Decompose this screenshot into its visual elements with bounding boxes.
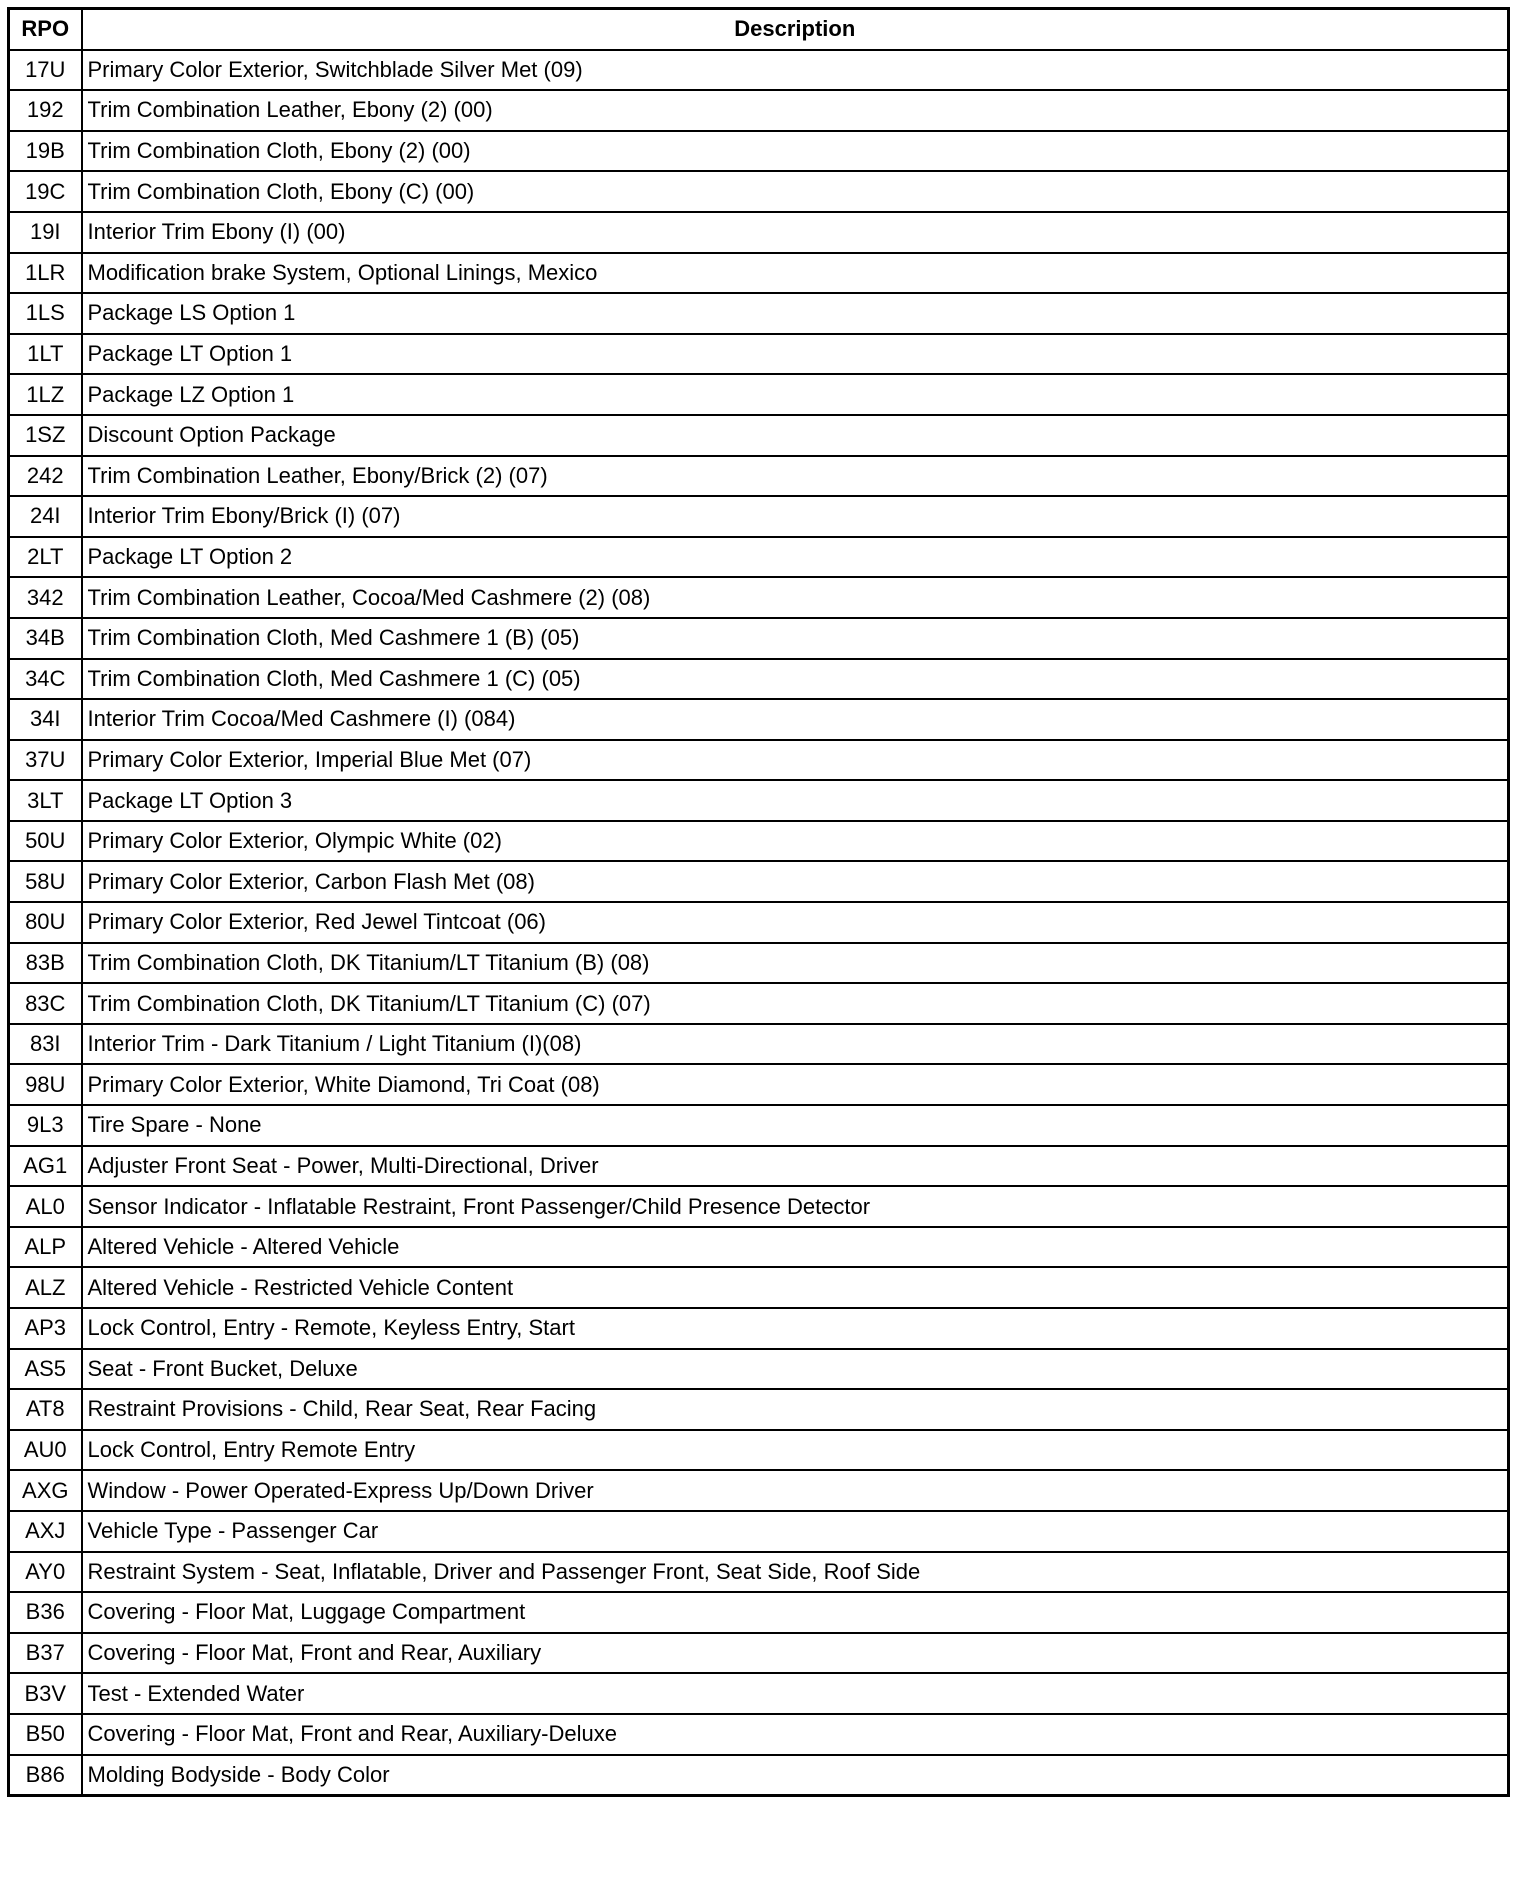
description-cell: Interior Trim Ebony (I) (00) — [82, 212, 1509, 253]
rpo-code-cell: 3LT — [9, 780, 82, 821]
table-row — [9, 537, 1509, 578]
table-row — [9, 90, 1509, 131]
rpo-code-cell: 34I — [9, 699, 82, 740]
description-cell: Window - Power Operated-Express Up/Down Driver — [82, 1470, 1509, 1511]
rpo-code-cell: AG1 — [9, 1146, 82, 1187]
rpo-code-cell: 342 — [9, 577, 82, 618]
rpo-code-cell: 17U — [9, 50, 82, 91]
table-row — [9, 171, 1509, 212]
table-body — [9, 50, 1509, 1796]
rpo-code-cell: AXJ — [9, 1511, 82, 1552]
rpo-code-cell: AXG — [9, 1470, 82, 1511]
description-cell: Molding Bodyside - Body Color — [82, 1755, 1509, 1796]
description-cell: Trim Combination Leather, Ebony/Brick (2) (07) — [82, 456, 1509, 497]
table-row — [9, 1267, 1509, 1308]
rpo-code-cell: 1LT — [9, 334, 82, 375]
rpo-code-cell: B86 — [9, 1755, 82, 1796]
description-cell: Trim Combination Cloth, Med Cashmere 1 (B) (05) — [82, 618, 1509, 659]
description-cell: Altered Vehicle - Restricted Vehicle Content — [82, 1267, 1509, 1308]
rpo-code-cell: 83B — [9, 943, 82, 984]
table-row — [9, 821, 1509, 862]
table-row — [9, 131, 1509, 172]
description-cell: Test - Extended Water — [82, 1673, 1509, 1714]
table-row — [9, 253, 1509, 294]
table-row — [9, 1592, 1509, 1633]
rpo-code-cell: 98U — [9, 1064, 82, 1105]
table-row — [9, 1349, 1509, 1390]
description-cell: Primary Color Exterior, Imperial Blue Met (07) — [82, 740, 1509, 781]
rpo-code-cell: 242 — [9, 456, 82, 497]
description-cell: Package LT Option 3 — [82, 780, 1509, 821]
rpo-code-sheet — [7, 7, 1510, 1797]
description-cell: Primary Color Exterior, Olympic White (02) — [82, 821, 1509, 862]
description-cell: Discount Option Package — [82, 415, 1509, 456]
table-row — [9, 699, 1509, 740]
table-row — [9, 1673, 1509, 1714]
description-cell: Interior Trim Cocoa/Med Cashmere (I) (084) — [82, 699, 1509, 740]
rpo-code-cell: B37 — [9, 1633, 82, 1674]
table-row — [9, 1308, 1509, 1349]
table-row — [9, 374, 1509, 415]
table-row — [9, 861, 1509, 902]
table-row — [9, 334, 1509, 375]
rpo-code-cell: AP3 — [9, 1308, 82, 1349]
rpo-code-cell: 9L3 — [9, 1105, 82, 1146]
description-cell: Primary Color Exterior, White Diamond, Tri Coat (08) — [82, 1064, 1509, 1105]
table-row — [9, 740, 1509, 781]
table-row — [9, 1227, 1509, 1268]
rpo-code-cell: B3V — [9, 1673, 82, 1714]
rpo-code-cell: 192 — [9, 90, 82, 131]
rpo-code-cell: 1LZ — [9, 374, 82, 415]
table-row — [9, 780, 1509, 821]
table-row — [9, 902, 1509, 943]
rpo-code-cell: 83C — [9, 983, 82, 1024]
description-cell: Package LS Option 1 — [82, 293, 1509, 334]
rpo-code-cell: 80U — [9, 902, 82, 943]
table-row — [9, 496, 1509, 537]
table-row — [9, 293, 1509, 334]
rpo-code-cell: AL0 — [9, 1186, 82, 1227]
description-cell: Restraint System - Seat, Inflatable, Driver and Passenger Front, Seat Side, Roof Side — [82, 1552, 1509, 1593]
description-cell: Interior Trim Ebony/Brick (I) (07) — [82, 496, 1509, 537]
description-cell: Altered Vehicle - Altered Vehicle — [82, 1227, 1509, 1268]
rpo-code-cell: 58U — [9, 861, 82, 902]
table-row — [9, 1633, 1509, 1674]
description-cell: Trim Combination Cloth, DK Titanium/LT Titanium (B) (08) — [82, 943, 1509, 984]
table-row — [9, 1146, 1509, 1187]
table-row — [9, 618, 1509, 659]
description-cell: Primary Color Exterior, Switchblade Silver Met (09) — [82, 50, 1509, 91]
rpo-code-cell: 37U — [9, 740, 82, 781]
description-cell: Covering - Floor Mat, Luggage Compartment — [82, 1592, 1509, 1633]
rpo-code-cell: AT8 — [9, 1389, 82, 1430]
rpo-code-cell: ALZ — [9, 1267, 82, 1308]
rpo-code-cell: AU0 — [9, 1430, 82, 1471]
description-cell: Trim Combination Leather, Ebony (2) (00) — [82, 90, 1509, 131]
description-cell: Lock Control, Entry Remote Entry — [82, 1430, 1509, 1471]
rpo-code-cell: B36 — [9, 1592, 82, 1633]
description-cell: Lock Control, Entry - Remote, Keyless Entry, Start — [82, 1308, 1509, 1349]
rpo-code-cell: 50U — [9, 821, 82, 862]
description-cell: Primary Color Exterior, Red Jewel Tintcoat (06) — [82, 902, 1509, 943]
description-cell: Covering - Floor Mat, Front and Rear, Auxiliary — [82, 1633, 1509, 1674]
description-cell: Covering - Floor Mat, Front and Rear, Auxiliary-Deluxe — [82, 1714, 1509, 1755]
description-cell: Sensor Indicator - Inflatable Restraint, Front Passenger/Child Presence Detector — [82, 1186, 1509, 1227]
rpo-table — [7, 7, 1510, 1797]
description-column-header: Description — [82, 9, 1509, 50]
rpo-code-cell: 34C — [9, 659, 82, 700]
description-cell: Adjuster Front Seat - Power, Multi-Directional, Driver — [82, 1146, 1509, 1187]
table-row — [9, 943, 1509, 984]
description-cell: Trim Combination Leather, Cocoa/Med Cashmere (2) (08) — [82, 577, 1509, 618]
table-row — [9, 1430, 1509, 1471]
rpo-code-cell: 19C — [9, 171, 82, 212]
rpo-code-cell: 1LR — [9, 253, 82, 294]
rpo-code-cell: AS5 — [9, 1349, 82, 1390]
table-row — [9, 1186, 1509, 1227]
table-row — [9, 212, 1509, 253]
description-cell: Trim Combination Cloth, Ebony (C) (00) — [82, 171, 1509, 212]
rpo-code-cell: 19B — [9, 131, 82, 172]
table-row — [9, 415, 1509, 456]
description-cell: Trim Combination Cloth, DK Titanium/LT Titanium (C) (07) — [82, 983, 1509, 1024]
description-cell: Package LZ Option 1 — [82, 374, 1509, 415]
table-row — [9, 1064, 1509, 1105]
description-cell: Interior Trim - Dark Titanium / Light Titanium (I)(08) — [82, 1024, 1509, 1065]
table-row — [9, 1714, 1509, 1755]
rpo-column-header: RPO — [9, 9, 82, 50]
rpo-code-cell: 19I — [9, 212, 82, 253]
rpo-code-cell: B50 — [9, 1714, 82, 1755]
description-cell: Package LT Option 1 — [82, 334, 1509, 375]
rpo-code-cell: 1LS — [9, 293, 82, 334]
table-row — [9, 577, 1509, 618]
description-cell: Trim Combination Cloth, Ebony (2) (00) — [82, 131, 1509, 172]
table-row — [9, 1470, 1509, 1511]
rpo-code-cell: 2LT — [9, 537, 82, 578]
description-cell: Seat - Front Bucket, Deluxe — [82, 1349, 1509, 1390]
table-row — [9, 1755, 1509, 1796]
description-cell: Restraint Provisions - Child, Rear Seat, Rear Facing — [82, 1389, 1509, 1430]
rpo-code-cell: 34B — [9, 618, 82, 659]
rpo-code-cell: ALP — [9, 1227, 82, 1268]
header-row — [9, 9, 1509, 50]
description-cell: Vehicle Type - Passenger Car — [82, 1511, 1509, 1552]
description-cell: Primary Color Exterior, Carbon Flash Met (08) — [82, 861, 1509, 902]
table-row — [9, 659, 1509, 700]
rpo-code-cell: 24I — [9, 496, 82, 537]
table-row — [9, 1511, 1509, 1552]
table-row — [9, 50, 1509, 91]
table-row — [9, 983, 1509, 1024]
table-row — [9, 456, 1509, 497]
description-cell: Tire Spare - None — [82, 1105, 1509, 1146]
table-row — [9, 1552, 1509, 1593]
description-cell: Trim Combination Cloth, Med Cashmere 1 (C) (05) — [82, 659, 1509, 700]
description-cell: Package LT Option 2 — [82, 537, 1509, 578]
table-row — [9, 1105, 1509, 1146]
rpo-code-cell: AY0 — [9, 1552, 82, 1593]
description-cell: Modification brake System, Optional Linings, Mexico — [82, 253, 1509, 294]
table-row — [9, 1389, 1509, 1430]
rpo-code-cell: 1SZ — [9, 415, 82, 456]
rpo-code-cell: 83I — [9, 1024, 82, 1065]
table-row — [9, 1024, 1509, 1065]
